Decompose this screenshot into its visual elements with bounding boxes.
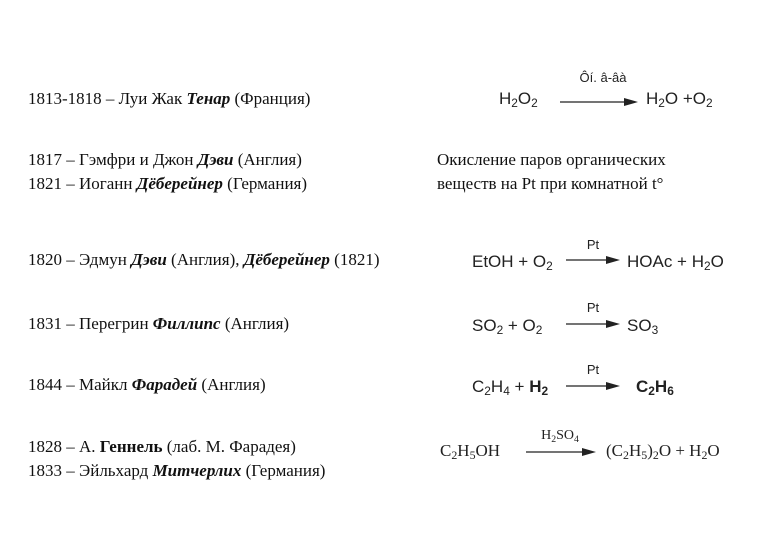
scientist-name: Митчерлих bbox=[152, 461, 242, 480]
description-line-1: Окисление паров органических bbox=[437, 150, 666, 169]
reaction-ethanol: $C_2H_5OH$ bbox=[440, 441, 501, 462]
history-line-edmund-davy: 1820 – Эдмун Дэви (Англия), Дёберейнер (1821) bbox=[28, 250, 380, 269]
scientist-name: Дэви bbox=[197, 150, 234, 169]
reaction-condition: Ôí. â-âà bbox=[579, 70, 627, 85]
reaction-right: $(C_2H_5)_2O + H_2O$ bbox=[606, 441, 720, 462]
reaction-right: $C_2H_6$ bbox=[636, 377, 674, 398]
reaction-arrow-icon bbox=[566, 380, 622, 392]
reaction-right: $H_2O +O_2$ bbox=[646, 89, 713, 110]
scientist-name: Дёберейнер bbox=[243, 250, 330, 269]
history-line-tenard: 1813-1818 – Луи Жак Тенар (Франция) bbox=[28, 89, 311, 108]
reaction-condition: $H_2SO_4$ bbox=[541, 428, 579, 445]
reaction-arrow-icon bbox=[566, 254, 622, 266]
reaction-condition: Pt bbox=[586, 300, 600, 315]
reaction-condition: Pt bbox=[586, 237, 600, 252]
reaction-c2h4: $C_2H_4 + H_2$ bbox=[472, 377, 549, 398]
reaction-arrow-icon bbox=[566, 318, 622, 330]
reaction-arrow-icon bbox=[560, 96, 640, 108]
scientist-name: Дэви bbox=[131, 250, 167, 269]
reaction-arrow-icon bbox=[526, 446, 598, 458]
reaction-right: HOAc + $H_2O$ bbox=[627, 252, 724, 273]
reaction-right: $SO_3$ bbox=[627, 316, 659, 337]
reaction-left: $H_2O_2$ bbox=[499, 89, 538, 110]
scientist-name: Геннель bbox=[99, 437, 163, 456]
reaction-condition: Pt bbox=[586, 362, 600, 377]
reaction-etoh: EtOH + $O_2$ bbox=[472, 252, 553, 273]
history-line-faraday: 1844 – Майкл Фарадей (Англия) bbox=[28, 375, 266, 394]
oxidation-description bbox=[437, 148, 666, 196]
history-line-davy: 1817 – Гэмфри и Джон Дэви (Англия) bbox=[28, 150, 302, 169]
scientist-name: Дёберейнер bbox=[136, 174, 223, 193]
history-line-mitscherlich: 1833 – Эйльхард Митчерлих (Германия) bbox=[28, 461, 326, 480]
description-line-2: веществ на Pt при комнатной t° bbox=[437, 174, 664, 193]
scientist-name: Филлипс bbox=[152, 314, 221, 333]
scientist-name: Тенар bbox=[186, 89, 231, 108]
history-line-phillips: 1831 – Перегрин Филлипс (Англия) bbox=[28, 314, 290, 333]
scientist-name: Фарадей bbox=[131, 375, 198, 394]
reaction-h2o2 bbox=[499, 89, 538, 109]
reaction-so2: $SO_2 + O_2$ bbox=[472, 316, 543, 337]
history-line-dobereiner: 1821 – Иоганн Дёберейнер (Германия) bbox=[28, 174, 308, 193]
history-line-hennell: 1828 – А. Геннель (лаб. М. Фарадея) bbox=[28, 437, 296, 456]
